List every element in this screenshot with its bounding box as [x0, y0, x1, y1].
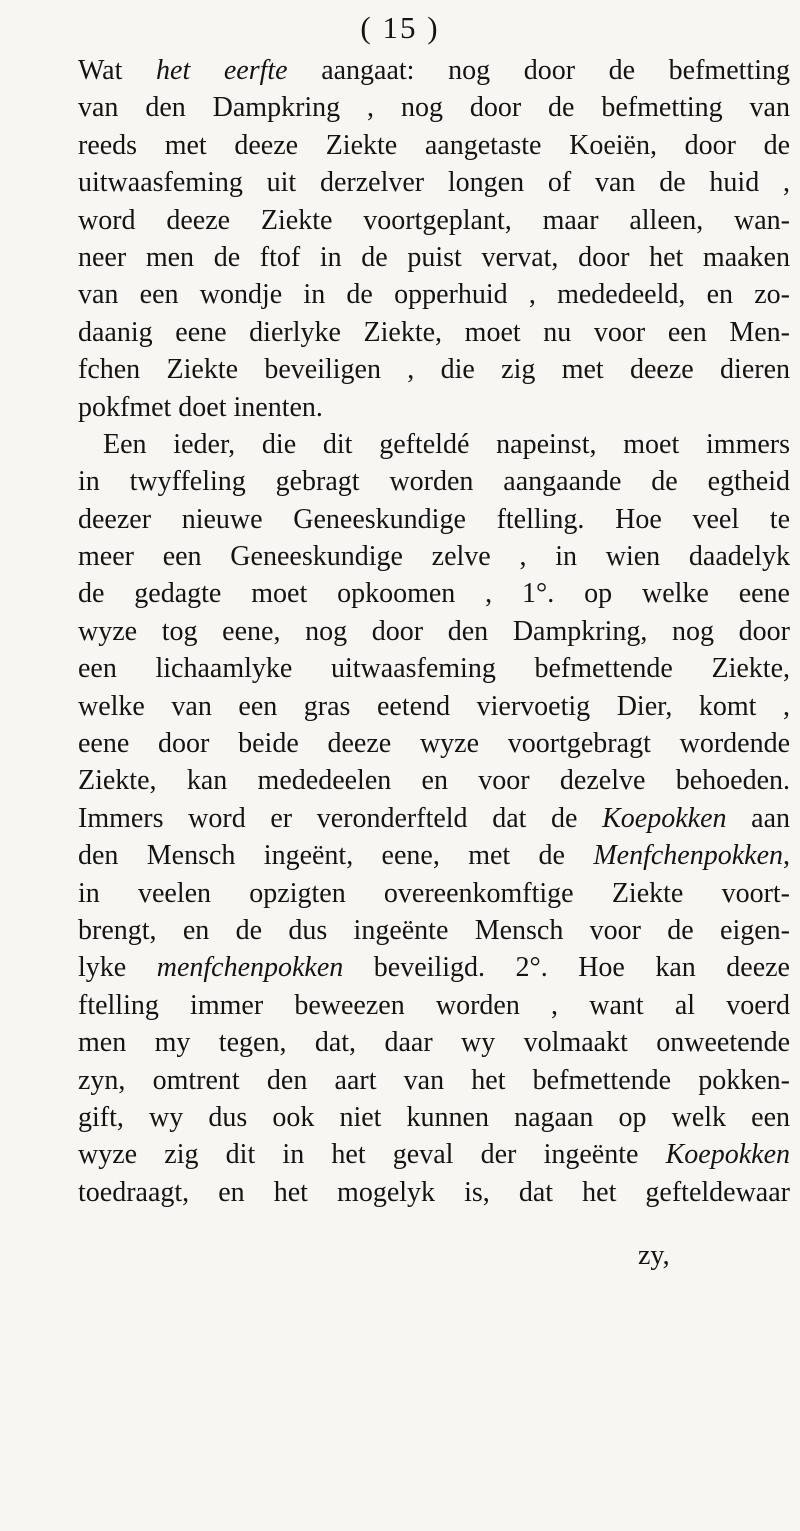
line-segment: , [783, 840, 790, 872]
line-segment: uitwaasfeming uit derzelver longen of van de huid , [78, 167, 790, 199]
text-line [78, 239, 790, 276]
text-line [78, 575, 790, 612]
line-segment: word deeze Ziekte voortgeplant, maar alleen, wan- [78, 204, 790, 236]
italic-term: Koepokken [602, 802, 727, 834]
line-segment: wyze zig dit in het geval der ingeënte [78, 1139, 666, 1171]
line-segment: Een ieder, die dit gefteldé napeinst, moet immers [103, 428, 790, 460]
text-line [78, 314, 790, 351]
line-segment: fchen Ziekte beveiligen , die zig met deeze dieren [78, 354, 790, 386]
line-segment: de gedagte moet opkoomen , 1°. op welke eene [78, 578, 790, 610]
text-line [78, 164, 790, 201]
line-segment: Wat [78, 55, 157, 86]
italic-term: het eerfte [156, 55, 288, 86]
text-line [78, 650, 790, 687]
line-segment: den Mensch ingeënt, eene, met de [78, 840, 594, 872]
text-line [78, 202, 790, 239]
line-segment: gift, wy dus ook niet kunnen nagaan op welk een [78, 1101, 790, 1133]
line-segment: aangaat: nog door de befmetting [287, 55, 790, 86]
text-line [78, 89, 790, 126]
line-segment: welke van een gras eetend viervoetig Dier, komt , [78, 690, 790, 722]
line-segment: reeds met deeze Ziekte aangetaste Koeiën, door de [78, 129, 790, 161]
text-line [78, 52, 790, 89]
text-line [78, 276, 790, 313]
line-segment: aan [726, 802, 790, 834]
line-segment: pokfmet doet inenten. [78, 391, 323, 423]
text-line [78, 987, 790, 1024]
line-segment: beveiligd. 2°. Hoe kan deeze [343, 952, 790, 984]
line-segment: deezer nieuwe Geneeskundige ftelling. Hoe veel te [78, 503, 790, 535]
body-text [78, 52, 790, 1211]
text-line [78, 389, 790, 426]
line-segment: een lichaamlyke uitwaasfeming befmettende Ziekte, [78, 653, 790, 685]
line-segment: van een wondje in de opperhuid , mededeeld, en zo- [78, 279, 790, 311]
line-segment: lyke [78, 952, 157, 984]
line-segment: in veelen opzigten overeenkomftige Ziekte voort- [78, 877, 790, 909]
text-line [78, 351, 790, 388]
line-segment: in twyffeling gebragt worden aangaande de egtheid [78, 466, 790, 498]
text-line [78, 1174, 790, 1211]
text-line [78, 837, 790, 874]
line-segment: ftelling immer beweezen worden , want al voerd [78, 989, 790, 1021]
italic-term: menfchenpokken [156, 952, 344, 984]
line-segment: Ziekte, kan mededeelen en voor dezelve behoeden. [78, 765, 790, 797]
italic-term: Menfchenpokken [593, 840, 783, 872]
text-line [78, 875, 790, 912]
text-line [78, 1099, 790, 1136]
page-number: ( 15 ) [360, 10, 440, 45]
text-line [78, 127, 790, 164]
italic-term: Koepokken [665, 1139, 790, 1171]
line-segment: daanig eene dierlyke Ziekte, moet nu voor een Men- [78, 316, 790, 348]
text-line [78, 762, 790, 799]
line-segment: wyze tog eene, nog door den Dampkring, nog door [78, 615, 790, 647]
line-segment: men my tegen, dat, daar wy volmaakt onweetende [78, 1027, 790, 1059]
text-line [78, 688, 790, 725]
line-segment: zyn, omtrent den aart van het befmettende pokken- [78, 1064, 790, 1096]
text-line [78, 501, 790, 538]
text-line [78, 800, 790, 837]
text-line [78, 463, 790, 500]
catchword: zy, [638, 1240, 670, 1271]
text-line [78, 912, 790, 949]
line-segment: eene door beide deeze wyze voortgebragt wordende [78, 728, 790, 760]
line-segment: meer een Geneeskundige zelve , in wien daadelyk [78, 541, 790, 573]
text-line [78, 538, 790, 575]
line-segment: toedraagt, en het mogelyk is, dat het gefteldewaar [78, 1176, 790, 1208]
text-line [78, 949, 790, 986]
text-line [78, 1024, 790, 1061]
text-line [78, 613, 790, 650]
text-line [78, 725, 790, 762]
line-segment: Immers word er veronderfteld dat de [78, 802, 603, 834]
text-line [78, 1136, 790, 1173]
text-line [78, 1062, 790, 1099]
line-segment: neer men de ftof in de puist vervat, door het maaken [78, 241, 790, 273]
line-segment: brengt, en de dus ingeënte Mensch voor de eigen- [78, 914, 790, 946]
text-line [78, 426, 790, 463]
line-segment: van den Dampkring , nog door de befmetting van [78, 92, 790, 124]
